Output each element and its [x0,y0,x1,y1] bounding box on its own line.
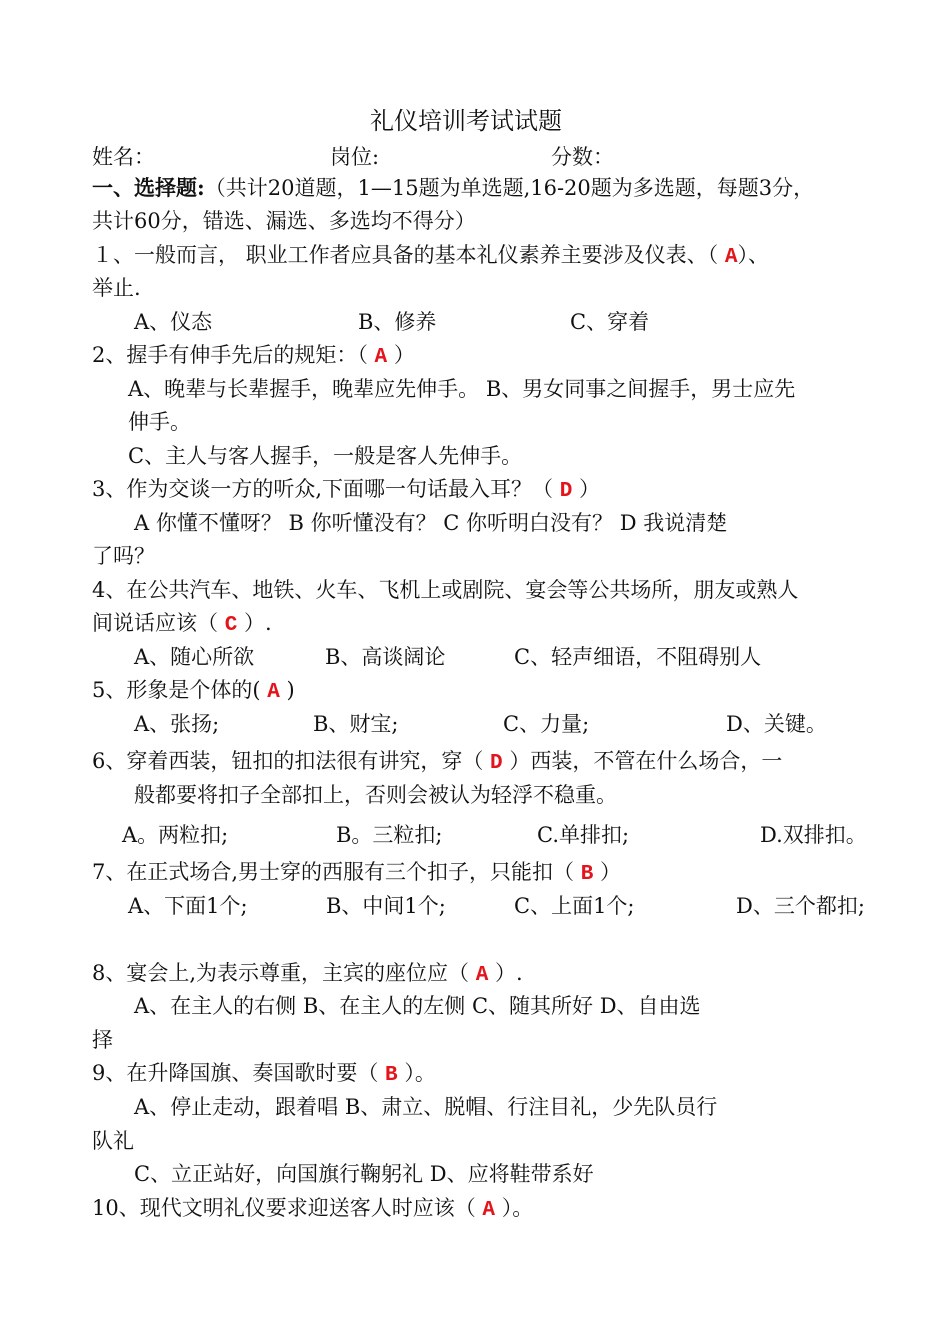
option-line: 了吗？ [92,544,155,568]
option: B、财宝; [313,712,399,736]
question-text: 3、作为交谈一方的听众,下面哪一句话最入耳？（ [92,477,560,501]
answer-mark: A [374,346,388,369]
section-desc: （共计20道题，1—15题为单选题,16-20题为多选题，每题3分， [204,176,815,200]
option-line: C、立正站好，向国旗行鞠躬礼 D、应将鞋带系好 [134,1162,594,1186]
question-text: ）. [237,611,272,635]
option: C.单排扣; [537,823,630,847]
answer-mark: A [475,964,489,987]
answer-mark: D [490,752,503,775]
option: D.双排扣。 [760,823,867,847]
option: D、三个都扣; [736,894,865,918]
option: C、上面1个; [514,894,635,918]
question-1-cont: 举止. [92,276,141,300]
option-line: 择 [92,1028,113,1052]
answer-mark: A [482,1199,496,1222]
question-text: ）、 [737,243,769,267]
question-text: ）西装，不管在什么场合，一 [502,749,783,773]
option: B、中间1个; [326,894,446,918]
question-text: ）。 [397,1061,436,1085]
post-label: 岗位: [330,145,380,169]
option: A、仪态 [134,310,213,334]
answer-mark: B [385,1064,398,1087]
answer-mark: C [224,614,238,637]
question-2 [92,340,415,373]
section-intro-line1 [92,173,814,203]
section-desc-line2: 共计60分，错选、漏选、多选均不得分） [92,209,476,233]
question-text: 9、在升降国旗、奏国歌时要（ [92,1061,386,1085]
option: A、张扬; [134,712,220,736]
question-6 [92,746,782,779]
option: A。两粒扣; [122,823,229,847]
question-6-cont: 般都要将扣子全部扣上，否则会被认为轻浮不稳重。 [134,783,617,807]
question-text: 8、宴会上,为表示尊重，主宾的座位应（ [92,961,476,985]
option: D、关键。 [726,712,827,736]
answer-mark: B [580,863,594,886]
question-text: 6、穿着西装，钮扣的扣法很有讲究，穿（ [92,749,491,773]
question-text: ) [279,678,295,702]
question-7 [92,857,621,890]
option-line: A、在主人的右侧 B、在主人的左侧 C、随其所好 D、自由选 [134,994,701,1018]
option-line: 伸手。 [128,410,191,434]
option: C、轻声细语，不阻碍别人 [514,645,762,669]
option: B、高谈阔论 [325,645,446,669]
question-4: 4、在公共汽车、地铁、火车、飞机上或剧院、宴会等公共场所，朋友或熟人 [92,578,799,602]
option: B。三粒扣; [336,823,443,847]
option: C、力量; [503,712,590,736]
question-9 [92,1058,436,1091]
answer-mark: D [559,480,573,503]
question-4-cont [92,608,272,641]
option-line: A、停止走动，跟着唱 B、肃立、脱帽、行注目礼，少先队员行 [134,1095,718,1119]
name-label: 姓名： [92,145,155,169]
option-line: A 你懂不懂呀？ B 你听懂没有？ C 你听明白没有？ D 我说清楚 [134,511,728,535]
question-text: 10、现代文明礼仪要求迎送客人时应该（ [92,1196,483,1220]
question-text: ） [572,477,601,501]
option-line: A、晚辈与长辈握手，晚辈应先伸手。 B、男女同事之间握手，男士应先 [128,377,796,401]
question-8 [92,958,523,991]
option: A、随心所欲 [134,645,255,669]
question-text: 5、形象是个体的( [92,678,268,702]
question-text: ）。 [495,1196,534,1220]
question-text: ） [593,860,622,884]
question-text: 间说话应该（ [92,611,225,635]
option: A、下面1个; [128,894,248,918]
question-3 [92,474,600,507]
question-10 [92,1193,533,1226]
option: B、修养 [358,310,437,334]
score-label: 分数： [551,145,614,169]
option-line: 队礼 [92,1129,134,1153]
option: C、穿着 [570,310,650,334]
answer-mark: A [724,246,738,269]
question-text: 7、在正式场合,男士穿的西服有三个扣子，只能扣（ [92,860,581,884]
section-heading: 一、选择题: [92,175,205,200]
question-5 [92,675,295,708]
question-1 [92,240,769,273]
question-text: 2、握手有伸手先后的规矩：（ [92,343,375,367]
page-title: 礼仪培训考试试题 [370,107,562,135]
answer-mark: A [267,681,280,704]
option-line: C、主人与客人握手，一般是客人先伸手。 [128,444,523,468]
question-text: １、一般而言， 职业工作者应具备的基本礼仪素养主要涉及仪表、（ [92,243,725,267]
question-text: ） [387,343,415,367]
question-text: ）. [488,961,523,985]
